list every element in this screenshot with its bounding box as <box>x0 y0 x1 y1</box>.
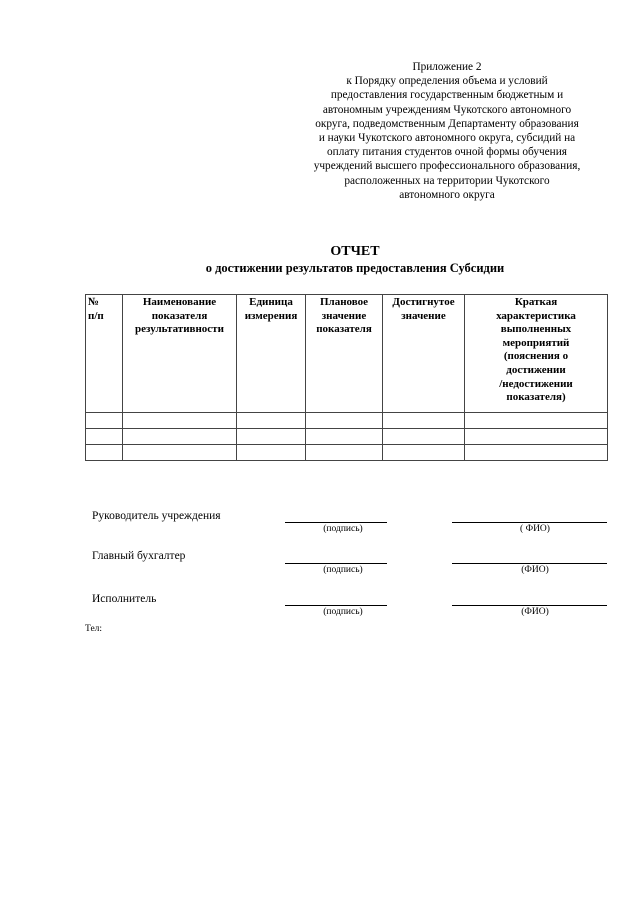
table-cell[interactable] <box>465 413 608 429</box>
name-line-director[interactable] <box>452 522 607 523</box>
signature-line-executor[interactable] <box>285 605 387 606</box>
signature-label-accountant: Главный бухгалтер <box>92 550 186 562</box>
col-header-description: Краткая характеристика выполненных мероприятий (пояснения о достижении /недостижении показателя) <box>465 295 608 413</box>
signature-line-accountant[interactable] <box>285 563 387 564</box>
table-cell[interactable] <box>237 413 306 429</box>
appendix-line: предоставления государственным бюджетным и <box>330 89 564 102</box>
col-header-unit: Единица измерения <box>237 295 306 413</box>
table-cell[interactable] <box>123 429 237 445</box>
signature-label-executor: Исполнитель <box>92 593 157 605</box>
report-table <box>85 294 608 461</box>
appendix-header <box>292 60 602 202</box>
col-header-achieved-value: Достигнутое значение <box>383 295 465 413</box>
sign-hint: (подпись) <box>323 565 363 575</box>
table-row <box>86 445 608 461</box>
table-cell[interactable] <box>123 445 237 461</box>
signature-line-director[interactable] <box>285 522 387 523</box>
table-cell[interactable] <box>383 445 465 461</box>
appendix-line: расположенных на территории Чукотского <box>344 174 550 187</box>
col-header-indicator-name: Наименование показателя результативности <box>123 295 237 413</box>
table-cell[interactable] <box>383 429 465 445</box>
appendix-line: оплату питания студентов очной формы обучения <box>327 146 567 159</box>
table-cell[interactable] <box>306 429 383 445</box>
sign-hint: (подпись) <box>323 607 363 617</box>
table-cell[interactable] <box>383 413 465 429</box>
table-row <box>86 413 608 429</box>
signature-label-director: Руководитель учреждения <box>92 510 221 522</box>
report-title-block <box>120 243 590 277</box>
name-hint: (ФИО) <box>521 565 549 575</box>
appendix-line: и науки Чукотского автономного округа, субсидий на <box>318 132 576 145</box>
table-cell[interactable] <box>123 413 237 429</box>
name-hint: ( ФИО) <box>520 524 550 534</box>
table-cell[interactable] <box>86 445 123 461</box>
sign-hint: (подпись) <box>323 524 363 534</box>
table-cell[interactable] <box>237 445 306 461</box>
table-cell[interactable] <box>306 413 383 429</box>
appendix-line: автономным учреждениям Чукотского автономного <box>322 103 572 116</box>
appendix-line: учреждений высшего профессионального образования, <box>313 160 581 173</box>
appendix-line: Приложение 2 <box>412 61 482 73</box>
col-header-planned-value: Плановое значение показателя <box>306 295 383 413</box>
table-cell[interactable] <box>86 413 123 429</box>
table-cell[interactable] <box>237 429 306 445</box>
name-line-executor[interactable] <box>452 605 607 606</box>
appendix-line: округа, подведомственным Департаменту образования <box>315 117 579 130</box>
tel-label: Тел: <box>85 624 103 634</box>
table-row <box>86 429 608 445</box>
report-title: ОТЧЕТ <box>330 244 380 259</box>
appendix-line: автономного округа <box>399 188 495 201</box>
col-header-number: № п/п <box>86 295 123 413</box>
table-cell[interactable] <box>306 445 383 461</box>
table-cell[interactable] <box>86 429 123 445</box>
table-cell[interactable] <box>465 429 608 445</box>
table-header-row <box>86 295 608 413</box>
appendix-line: к Порядку определения объема и условий <box>346 75 548 88</box>
name-hint: (ФИО) <box>521 607 549 617</box>
report-subtitle: о достижении результатов предоставления Субсидии <box>205 261 505 275</box>
name-line-accountant[interactable] <box>452 563 607 564</box>
table-cell[interactable] <box>465 445 608 461</box>
